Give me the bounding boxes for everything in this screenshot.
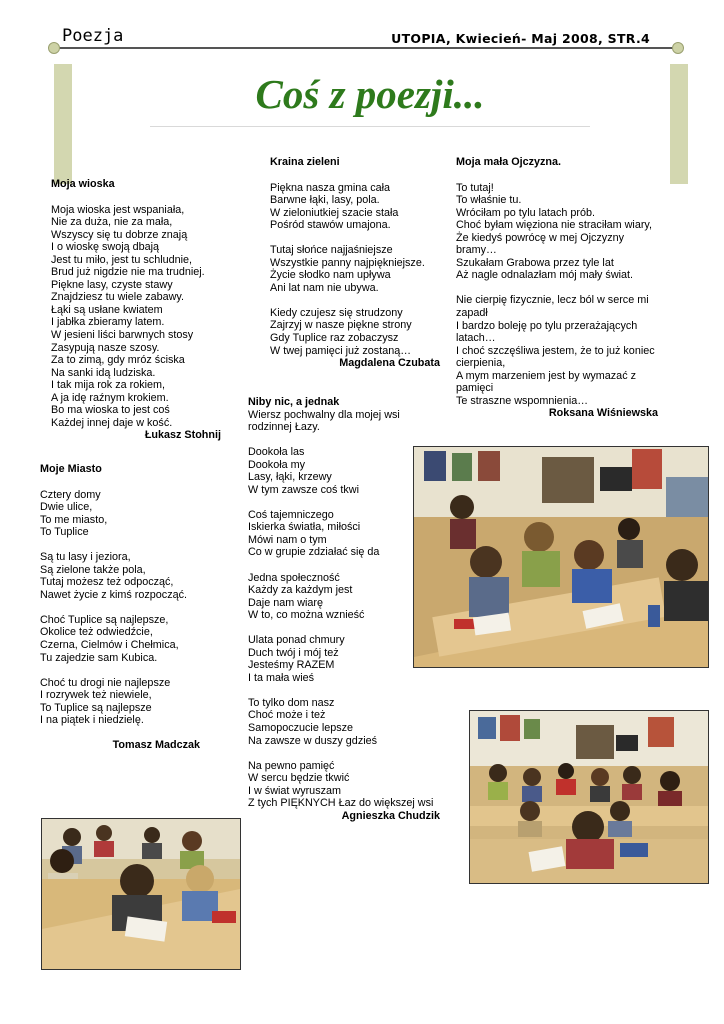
poem-title: Kraina zieleni — [270, 156, 340, 168]
classroom-photo-3 — [41, 818, 241, 970]
poem-stanza: Tutaj słońce najjaśniejsze Wszystkie panny najpiękniejsze. Życie słodko nam upływa Ani lat nam nie ubywa. — [270, 244, 425, 294]
poem-subtitle: Wiersz pochwalny dla mojej wsi rodzinnej Łazy. — [248, 408, 400, 434]
poem-stanza: Choć tu drogi nie najlepsze I rozrywek też niewiele, To Tuplice są najlepsze I na piątek i niedzielę. — [40, 676, 171, 727]
header-rule — [54, 47, 678, 49]
poem-kraina-zieleni — [270, 156, 440, 370]
poem-stanza: To tylko dom nasz Choć może i też Samopoczucie lepsze Na zawsze w duszy gdzieś — [248, 696, 378, 747]
poem-moje-miasto — [40, 463, 200, 752]
decorative-banner-left — [54, 64, 72, 184]
poem-stanza: Dookoła las Dookoła my Lasy, łąki, krzewy W tym zawsze coś tkwi — [248, 446, 359, 496]
poem-stanza: Na pewno pamięć W sercu będzie tkwić I w świat wyruszam Z tych PIĘKNYCH Łaz do większej wsi — [248, 759, 434, 810]
poem-author: Roksana Wiśniewska — [548, 407, 658, 420]
poem-title: Moja mała Ojczyzna. — [456, 156, 562, 168]
rule-dot-right — [672, 42, 684, 54]
poem-stanza: Kiedy czujesz się strudzony Zajrzyj w nasze piękne strony Gdy Tuplice raz zobaczysz W twej pamięci już zostaną… — [270, 306, 412, 357]
poem-author: Łukasz Stohnij — [144, 429, 221, 442]
poem-stanza: Piękna nasza gmina cała Barwne łąki, lasy, pola. W zieloniutkiej szacie stała Pośród stawów umajona. — [270, 181, 399, 232]
poem-author: Magdalena Czubata — [339, 357, 440, 370]
poem-title: Moja wioska — [51, 178, 115, 190]
issue-label: UTOPIA, Kwiecień- Maj 2008, STR.4 — [391, 31, 650, 46]
poem-title: Niby nic, a jednak — [248, 396, 340, 408]
poem-title: Moje Miasto — [40, 463, 102, 475]
poem-author: Agnieszka Chudzik — [341, 809, 440, 822]
rule-dot-left — [48, 42, 60, 54]
poem-stanza: Nie cierpię fizycznie, lecz ból w serce mi zapadł I bardzo boleję po tylu przerażających latach… I choć szczęśliwa jestem, że to już koniec cierpienia, A mym marzeniem jest by wymazać z pamięci Te straszne wspomnienia… — [456, 294, 655, 407]
poem-niby-nic — [248, 396, 440, 822]
page-title: Coś z poezji... — [255, 71, 485, 117]
poem-stanza: To tutaj! To właśnie tu. Wróciłam po tylu latach prób. Choć byłam więziona nie straciłam wiary, Że kiedyś powrócę w mej Ojczyzny bramy… Szukałam Grabowa przez tyle lat Aż nagle odnalazłam mój mały świat. — [456, 181, 653, 282]
poem-moja-wioska — [51, 178, 221, 442]
section-label: Poezja — [62, 26, 124, 46]
poem-moja-mala-ojczyzna — [456, 156, 658, 420]
title-rule — [150, 126, 590, 127]
classroom-photo-2 — [469, 710, 709, 884]
poem-stanza: Są tu lasy i jeziora, Są zielone także pola, Tutaj możesz też odpocząć, Nawet życie z kimś rozpocząć. — [40, 551, 187, 601]
poem-stanza: Ulata ponad chmury Duch twój i mój też Jesteśmy RAZEM I ta mała wieś — [248, 634, 345, 684]
poem-stanza: Cztery domy Dwie ulice, To me miasto, To Tuplice — [40, 488, 108, 539]
classroom-photo-1 — [413, 446, 709, 668]
decorative-banner-right — [670, 64, 688, 184]
poem-stanza: Choć Tuplice są najlepsze, Okolice też odwiedźcie, Czerna, Cielmów i Chełmica, Tu zajedzie sam Kubica. — [40, 613, 179, 664]
poem-text: Moja wioska jest wspaniała, Nie za duża, nie za mała, Wszyscy się tu dobrze znają I o wioskę swoją dbają Jest tu miło, jest tu schludnie, Brud już nigdzie nie ma trudniej. Piękne lasy, czyste stawy Znajdziesz tu wiele zabawy. Łąki są usłane kwiatem I jabłka zbieramy latem. W jesieni liści barwnych stosy Zasypują nasze szosy. Za to zimą, gdy mróz ściska Na sanki idą ludziska. I tak mija rok za rokiem, A ja idę raźnym krokiem. Bo ma wioska to jest coś Każdej innej daje w kość. — [51, 203, 205, 429]
poem-author: Tomasz Madczak — [112, 739, 200, 752]
poem-stanza: Jedna społeczność Każdy za każdym jest Daje nam wiarę W to, co można wznieść — [248, 571, 365, 622]
poem-stanza: Coś tajemniczego Iskierka światła, miłości Mówi nam o tym Co w grupie zdziałać się da — [248, 508, 380, 559]
